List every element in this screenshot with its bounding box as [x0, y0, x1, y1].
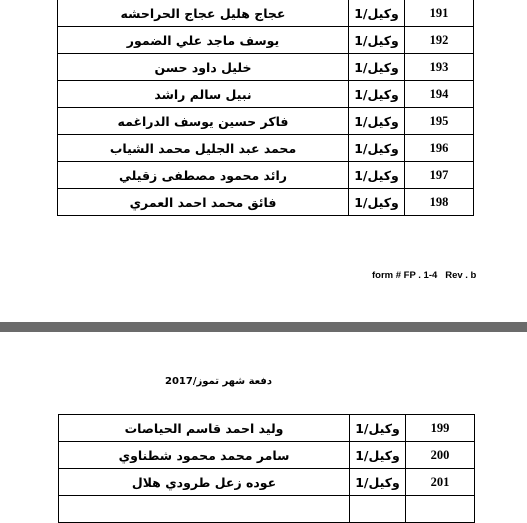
row-number: 200: [406, 442, 475, 469]
member-name: وليد احمد قاسم الحياصات: [59, 415, 350, 442]
member-name: سامر محمد محمود شطناوي: [59, 442, 350, 469]
row-number: 199: [406, 415, 475, 442]
document-page-2: [0, 332, 527, 500]
member-name: فائق محمد احمد العمري: [58, 189, 349, 216]
table-row: [59, 469, 475, 496]
row-number: 194: [405, 81, 474, 108]
form-footer: form # FP . 1-4 Rev . b: [372, 270, 477, 281]
table-row: [58, 0, 474, 27]
row-number: 195: [405, 108, 474, 135]
batch-title: دفعة شهر تموز/2017: [165, 376, 272, 387]
member-role: وكيل/1: [349, 135, 405, 162]
row-number: 198: [405, 189, 474, 216]
row-number: 201: [406, 469, 475, 496]
table-row: [58, 27, 474, 54]
row-number: 192: [405, 27, 474, 54]
table-row: [58, 189, 474, 216]
member-role: وكيل/1: [350, 469, 406, 496]
member-name: فاكر حسين يوسف الدراغمه: [58, 108, 349, 135]
member-role: وكيل/1: [349, 81, 405, 108]
table-row: [58, 162, 474, 189]
member-role: وكيل/1: [349, 189, 405, 216]
roster-table: [57, 0, 474, 216]
row-number: 196: [405, 135, 474, 162]
member-name: خليل داود حسن: [58, 54, 349, 81]
page-separator: [0, 322, 527, 332]
table-row: [59, 415, 475, 442]
member-name: نبيل سالم راشد: [58, 81, 349, 108]
member-role: وكيل/1: [349, 0, 405, 27]
table-row: [58, 54, 474, 81]
member-name: عجاج هليل عجاج الحراحشه: [58, 0, 349, 27]
member-name: محمد عبد الجليل محمد الشياب: [58, 135, 349, 162]
member-name: رائد محمود مصطفى زقيلي: [58, 162, 349, 189]
member-role: وكيل/1: [350, 415, 406, 442]
member-role: وكيل/1: [349, 27, 405, 54]
row-number: 197: [405, 162, 474, 189]
member-role: وكيل/1: [349, 54, 405, 81]
member-name: عوده زعل طرودي هلال: [59, 469, 350, 496]
table-row: [59, 442, 475, 469]
member-role: وكيل/1: [349, 108, 405, 135]
row-number: 191: [405, 0, 474, 27]
roster-table: [58, 414, 475, 523]
member-role: وكيل/1: [349, 162, 405, 189]
table-row: [58, 135, 474, 162]
table-row: [58, 81, 474, 108]
row-number: 193: [405, 54, 474, 81]
member-name: يوسف ماجد علي الضمور: [58, 27, 349, 54]
table-row: [58, 108, 474, 135]
member-role: وكيل/1: [350, 442, 406, 469]
